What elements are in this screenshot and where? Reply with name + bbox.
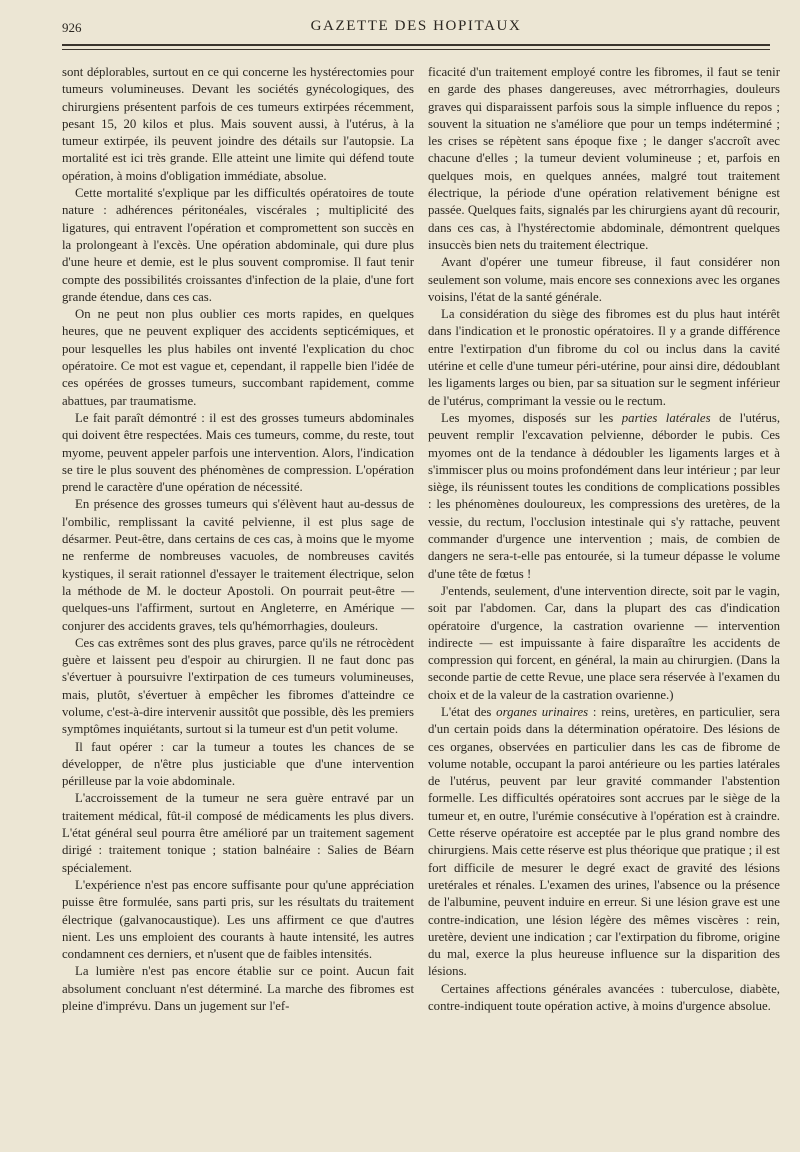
text-span: de l'utérus, peuvent remplir l'excavation pelvienne, déborder le pubis. Ces myomes ont de la tendance à dédoubler les ligaments larges et à s'immiscer plus ou moins profondément dans leur intérieur ; par leur siège, ils réunissent toutes les conditions de complications possibles : les phénomènes douloureux, les compressions des uretères, de la vessie, du rectum, l'occlusion intestinale qui s'y rattache, peuvent commander d'urgence une intervention ; mais, de combien de dangers ne sera-t-elle pas entourée, si la tumeur dépasse le volume d'une tête de fœtus ! (428, 410, 781, 581)
text-span: : reins, uretères, en particulier, sera d'un certain poids dans la détermination opératoire. Des lésions de ces organes, observées en particulier dans les cas de fibrome de volume notable, occupant la paroi antérieure ou les parties latérales de l'utérus, peuvent par leur gravité commander l'abstention formelle. Les difficultés opératoires sont accrues par le siège de la tumeur et, en outre, l'urémie consécutive à l'opération est à craindre. Cette réserve opératoire est acceptée par le plus grand nombre des chirurgiens. Mais cette réserve est plus théorique que pratique ; il est fort difficile de mesurer le degré exact de gravité des lésions uretérales et rénales. L'examen des urines, l'absence ou la présence de l'albumine, peuvent induire en erreur. Si une lésion grave est une contre-indication, une lésion légère des mêmes viscères : rein, uretère, devient une indication ; car l'extirpation du fibrome, origine du mal, exerce la plus heureuse influence sur la disparition des lésions. (428, 704, 780, 979)
paragraph: Le fait paraît démontré : il est des grosses tumeurs abdominales qui doivent être respectées. Mais ces tumeurs, comme, du reste, tout myome, peuvent appeler parfois une intervention. Alors, l'indication se tire le plus souvent des phénomènes de compression. L'opération prend le caractère d'une opération de nécessité. (62, 410, 414, 495)
text-span: Les myomes, disposés sur les (441, 410, 622, 425)
text-span: L'état des (441, 704, 497, 719)
paragraph: On ne peut non plus oublier ces morts rapides, en quelques heures, que ne peuvent expliquer des accidents septicémiques, et pour lesquelles les plus habiles ont inventé l'explication du choc opératoire. Ce mot est vague et, cependant, il rappelle bien l'idée de ces opérées de grosses tumeurs, succombant rapidement, comme abattues, par traumatisme. (62, 307, 414, 408)
italic-term: parties latérales (621, 410, 711, 425)
paragraph: L'accroissement de la tumeur ne sera guère entravé par un traitement médical, fût-il composé de médicaments les plus divers. L'état général seul pourra être amélioré par un traitement sagement dirigé : traitement tonique ; station balnéaire : Salies de Béarn spécialement. (62, 791, 414, 875)
paragraph: Avant d'opérer une tumeur fibreuse, il faut considérer non seulement son volume, mais encore ses connexions avec les organes voisins, l'état de la santé générale. (428, 255, 780, 304)
italic-term: organes urinaires (496, 704, 589, 719)
paragraph: Il faut opérer : car la tumeur a toutes les chances de se développer, de n'être plus justiciable que d'une intervention périlleuse par la voie abdominale. (62, 739, 414, 789)
paragraph: sont déplorables, surtout en ce qui concerne les hystérectomies pour tumeurs volumineuses. Devant les sociétés gynécologiques, des chirurgiens présentent parfois de ces tumeurs extirpées récemment, pesant 15, 20 kilos et plus. Mais souvent aussi, à l'utérus, à la tumeur extirpée, ils peuvent joindre des détails sur l'autopsie. La mortalité est ici très grande. Elle atteint une limite qui défend toute opération, à moins d'obligation immédiate, absolue. (62, 65, 414, 183)
paragraph: Cette mortalité s'explique par les difficultés opératoires de toute nature : adhérences péritonéales, viscérales ; multiplicité des ligatures, qui entravent l'opération et compromettent son succès en la prolongeant à l'excès. Une opération abdominale, qui dure plus d'une heure et demie, est le plus souvent compromise. Il faut tenir compte des possibilités croissantes d'infection de la plaie, d'une fort grande étendue, dans ces cas. (62, 186, 414, 304)
header-rule-thin (62, 49, 770, 50)
paragraph: ficacité d'un traitement employé contre les fibromes, il faut se tenir en garde des phases dangereuses, avec métrorrhagies, douleurs graves qui disparaissent parfois sous la simple influence du repos ; souvent la situation ne s'améliore que pour un temps indéterminé ; les crises se répètent sans époque fixe ; le danger s'accroît avec chacune d'elles ; la tumeur devient volumineuse ; et, parfois en quelques mois, en quelques années, malgré tout traitement électrique, la période d'une opération relativement bénigne est passée. Quelques faits, signalés par les chirurgiens ayant dû recourir, dans ces cas, à l'hystérectomie abdominale, démontrent quelques insuccès bien nets du traitement électrique. (428, 65, 780, 252)
paragraph: L'expérience n'est pas encore suffisante pour qu'une appréciation puisse être formulée, sans parti pris, sur les résultats du traitement électrique (galvanocaustique). Les uns affirment ce que d'autres nient. Les uns emploient des courants à haute intensité, les autres condamnent ces derniers, et n'usent que de faibles intensités. (62, 877, 414, 962)
paragraph: En présence des grosses tumeurs qui s'élèvent haut au-dessus de l'ombilic, remplissant la cavité pelvienne, il est plus sage de désarmer. Peut-être, dans certains de ces cas, à moins que le myome ne renferme de nombreuses vacuoles, de nombreuses cavités kystiques, il serait rationnel d'essayer le traitement électrique, selon la méthode de M. le docteur Apostoli. On pourrait peut-être — quelques-uns l'affirment, surtout en Angleterre, en Amérique — conjurer des accidents graves, tels qu'hémorrhagies, douleurs. (62, 497, 414, 633)
page-number: 926 (62, 20, 82, 35)
header-rule-thick (62, 44, 770, 46)
page-header (62, 18, 770, 42)
right-column (428, 64, 780, 1015)
paragraph: La lumière n'est pas encore établie sur ce point. Aucun fait absolument concluant n'est déterminé. La marche des fibromes est pleine d'imprévu. Dans un jugement sur l'ef- (62, 964, 414, 1014)
paragraph (428, 410, 780, 583)
paragraph: J'entends, seulement, d'une intervention directe, soit par le vagin, soit par l'abdomen. Car, dans la plupart des cas d'indication opératoire d'urgence, la castration ovarienne — intervention indirecte — est impuissante à faire disparaître les accidents de compression qui forcent, en général, la main au chirurgien. (Dans la seconde partie de cette Revue, une place sera réservée à l'examen du choix et de la valeur de la castration ovarienne.) (428, 583, 780, 702)
journal-title: GAZETTE DES HOPITAUX (310, 18, 522, 34)
paragraph: Certaines affections générales avancées : tuberculose, diabète, contre-indiquent toute opération active, à moins d'urgence absolue. (428, 981, 780, 1014)
paragraph: Ces cas extrêmes sont des plus graves, parce qu'ils ne rétrocèdent guère et laissent peu d'espoir au chirurgien. Il ne faut donc pas s'évertuer à poursuivre l'extirpation de ces tumeurs volumineuses, mais, plutôt, s'évertuer à empêcher les fibromes d'atteindre ce volume, c'est-à-dire intervenir aussitôt que possible, dès les premiers symptômes inquiétants, surtout si la tumeur est d'un petit volume. (62, 635, 414, 737)
paragraph: La considération du siège des fibromes est du plus haut intérêt dans l'indication et le pronostic opératoires. Il y a grande différence entre l'extirpation d'un fibrome du col ou inclus dans la cavité utérine et celle d'une tumeur péri-utérine, pour ainsi dire, dédoublant les ligaments larges ou bien, par sa situation sur le segment inférieur de l'utérus, comprimant la vessie ou le rectum. (428, 307, 780, 408)
paragraph (428, 704, 780, 981)
left-column (62, 64, 414, 1015)
